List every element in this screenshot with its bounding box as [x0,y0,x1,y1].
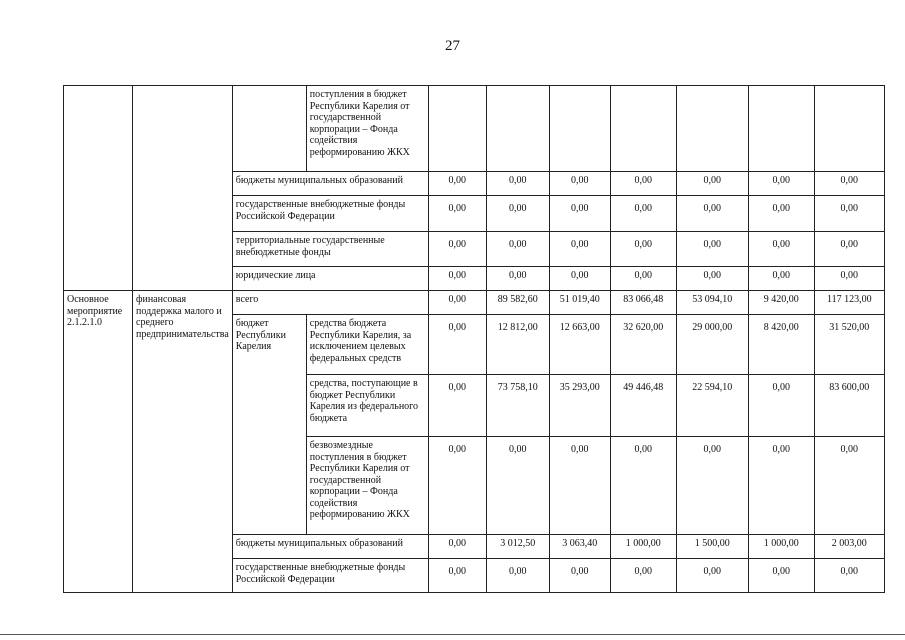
value-cell: 3 063,40 [549,535,610,559]
value-cell: 0,00 [676,559,748,593]
value-cell [748,86,814,172]
value-cell: 0,00 [428,315,486,375]
value-cell: 0,00 [428,375,486,437]
source-label: безвозмездные поступления в бюджет Республики Карелия от государственной корпорации – Фонда содействия реформированию ЖКХ [306,437,428,535]
value-cell: 0,00 [748,559,814,593]
value-cell: 0,00 [428,535,486,559]
value-cell: 12 663,00 [549,315,610,375]
budget-table [63,85,885,593]
value-cell [428,86,486,172]
source-label: средства, поступающие в бюджет Республики Карелия из федерального бюджета [306,375,428,437]
value-cell: 0,00 [676,196,748,232]
value-cell: 22 594,10 [676,375,748,437]
value-cell: 0,00 [814,232,884,267]
value-cell: 49 446,48 [610,375,676,437]
value-cell: 3 012,50 [486,535,549,559]
value-cell: 0,00 [814,267,884,291]
value-cell: 89 582,60 [486,291,549,315]
value-cell: 0,00 [428,291,486,315]
source-label: всего [232,291,428,315]
value-cell: 0,00 [486,232,549,267]
value-cell: 51 019,40 [549,291,610,315]
value-cell: 117 123,00 [814,291,884,315]
value-cell: 0,00 [748,172,814,196]
value-cell: 0,00 [610,172,676,196]
value-cell: 0,00 [549,267,610,291]
value-cell: 0,00 [748,267,814,291]
source-label: государственные внебюджетные фонды Российской Федерации [232,559,428,593]
value-cell: 83 066,48 [610,291,676,315]
measure-code: Основное мероприятие 2.1.2.1.0 [64,291,133,593]
value-cell [549,86,610,172]
value-cell: 0,00 [610,437,676,535]
value-cell: 0,00 [676,232,748,267]
value-cell: 32 620,00 [610,315,676,375]
value-cell: 0,00 [428,559,486,593]
value-cell: 2 003,00 [814,535,884,559]
measure-name-cell-empty [133,86,233,291]
value-cell: 0,00 [676,437,748,535]
value-cell: 0,00 [610,559,676,593]
value-cell [676,86,748,172]
value-cell: 0,00 [676,172,748,196]
value-cell: 0,00 [814,437,884,535]
value-cell: 0,00 [428,437,486,535]
value-cell: 8 420,00 [748,315,814,375]
value-cell [610,86,676,172]
value-cell: 0,00 [676,267,748,291]
value-cell: 0,00 [486,267,549,291]
value-cell: 31 520,00 [814,315,884,375]
value-cell: 0,00 [549,196,610,232]
value-cell [486,86,549,172]
value-cell: 0,00 [610,267,676,291]
value-cell: 73 758,10 [486,375,549,437]
measure-code-cell-empty [64,86,133,291]
scan-artifact-line [0,634,905,635]
value-cell: 0,00 [486,437,549,535]
table-row [64,86,885,172]
value-cell: 0,00 [748,375,814,437]
value-cell: 1 500,00 [676,535,748,559]
value-cell: 0,00 [428,172,486,196]
value-cell: 0,00 [748,232,814,267]
source-label: территориальные государственные внебюджетные фонды [232,232,428,267]
value-cell: 29 000,00 [676,315,748,375]
value-cell: 1 000,00 [610,535,676,559]
source-label: бюджеты муниципальных образований [232,172,428,196]
source-label: поступления в бюджет Республики Карелия от государственной корпорации – Фонда содействия реформированию ЖКХ [306,86,428,172]
value-cell: 0,00 [486,196,549,232]
value-cell: 0,00 [814,172,884,196]
source-label: юридические лица [232,267,428,291]
value-cell: 53 094,10 [676,291,748,315]
value-cell: 0,00 [748,196,814,232]
value-cell: 0,00 [610,196,676,232]
value-cell: 12 812,00 [486,315,549,375]
value-cell: 0,00 [814,196,884,232]
value-cell: 0,00 [549,559,610,593]
value-cell: 9 420,00 [748,291,814,315]
table-row [64,291,885,315]
value-cell: 0,00 [486,172,549,196]
source-label: средства бюджета Республики Карелия, за исключением целевых федеральных средств [306,315,428,375]
value-cell: 0,00 [610,232,676,267]
value-cell: 0,00 [748,437,814,535]
value-cell: 0,00 [428,196,486,232]
value-cell: 1 000,00 [748,535,814,559]
value-cell: 0,00 [428,232,486,267]
source-label: бюджеты муниципальных образований [232,535,428,559]
value-cell: 0,00 [549,437,610,535]
budget-group-cell-empty [232,86,306,172]
value-cell: 83 600,00 [814,375,884,437]
value-cell: 0,00 [549,172,610,196]
source-label: государственные внебюджетные фонды Российской Федерации [232,196,428,232]
value-cell: 0,00 [549,232,610,267]
value-cell: 0,00 [814,559,884,593]
budget-group-label: бюджет Республики Карелия [232,315,306,535]
value-cell: 0,00 [486,559,549,593]
measure-name: финансовая поддержка малого и среднего предпринимательства [133,291,233,593]
value-cell [814,86,884,172]
page-number: 27 [445,38,460,54]
value-cell: 0,00 [428,267,486,291]
value-cell: 35 293,00 [549,375,610,437]
